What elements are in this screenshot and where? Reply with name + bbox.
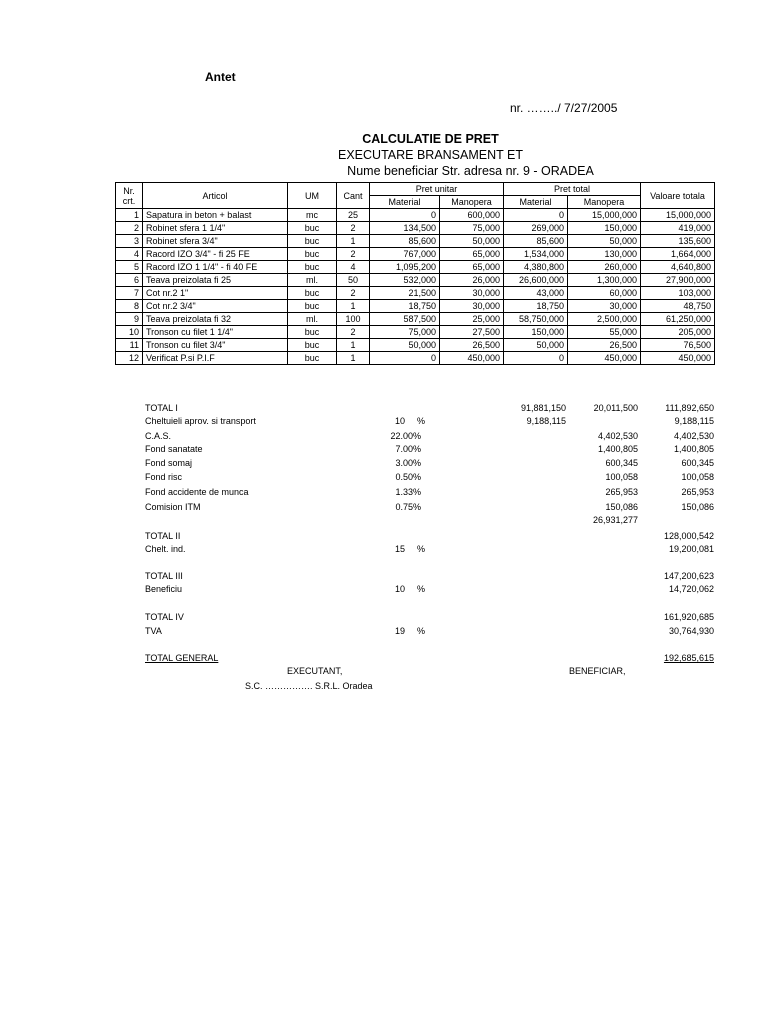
cell-um: buc (288, 352, 337, 365)
risc-manopera: 100,058 (605, 472, 638, 482)
col-articol: Articol (143, 183, 288, 209)
total-3-valoare: 147,200,623 (663, 571, 714, 581)
cell-total-material: 269,000 (504, 222, 568, 235)
cell-unit-manopera: 30,000 (440, 287, 504, 300)
cell-unit-material: 75,000 (370, 326, 440, 339)
sanatate-label: Fond sanatate (145, 444, 203, 454)
cas-label: C.A.S. (145, 431, 172, 441)
cell-total-material: 0 (504, 352, 568, 365)
cell-total-manopera: 150,000 (568, 222, 641, 235)
cell-um: buc (288, 287, 337, 300)
cell-cant: 50 (337, 274, 370, 287)
cell-articol: Racord IZO 3/4" - fi 25 FE (143, 248, 288, 261)
cell-total-manopera: 15,000,000 (568, 209, 641, 222)
cell-nr-crt: 9 (116, 313, 143, 326)
cell-cant: 1 (337, 235, 370, 248)
cell-um: buc (288, 339, 337, 352)
cell-articol: Teava preizolata fi 25 (143, 274, 288, 287)
table-row (116, 235, 715, 248)
executant-signature-label: EXECUTANT, (287, 666, 343, 676)
table-row (116, 352, 715, 365)
cell-total-manopera: 26,500 (568, 339, 641, 352)
accidente-pct: 1.33% (395, 487, 421, 497)
cell-articol: Racord IZO 1 1/4" - fi 40 FE (143, 261, 288, 274)
tva-valoare: 30,764,930 (668, 626, 714, 636)
cell-total-material: 4,380,800 (504, 261, 568, 274)
cell-um: ml. (288, 274, 337, 287)
cell-total-manopera: 260,000 (568, 261, 641, 274)
cell-articol: Cot nr.2 1" (143, 287, 288, 300)
cell-unit-manopera: 27,500 (440, 326, 504, 339)
col-unit-material: Material (370, 196, 440, 209)
cell-valoare-totala: 76,500 (641, 339, 715, 352)
risc-pct: 0.50% (395, 472, 421, 482)
cell-unit-material: 18,750 (370, 300, 440, 313)
cell-total-material: 26,600,000 (504, 274, 568, 287)
document-title: CALCULATIE DE PRET (362, 132, 499, 146)
cell-valoare-totala: 15,000,000 (641, 209, 715, 222)
items-table (115, 182, 715, 365)
beneficiu-pct-sign: % (417, 584, 426, 594)
beneficiary-line: Nume beneficiar Str. adresa nr. 9 - ORADEA (347, 164, 594, 178)
cell-unit-material: 587,500 (370, 313, 440, 326)
cell-unit-manopera: 25,000 (440, 313, 504, 326)
cell-unit-manopera: 600,000 (440, 209, 504, 222)
cell-cant: 2 (337, 222, 370, 235)
accidente-valoare: 265,953 (681, 487, 714, 497)
cell-valoare-totala: 27,900,000 (641, 274, 715, 287)
table-row (116, 287, 715, 300)
somaj-manopera: 600,345 (605, 458, 638, 468)
cell-nr-crt: 5 (116, 261, 143, 274)
total-general-valoare: 192,685,615 (663, 653, 714, 663)
cell-um: buc (288, 235, 337, 248)
col-group-pret-total: Pret total (504, 183, 641, 196)
cell-articol: Verificat P.si P.I.F (143, 352, 288, 365)
table-row (116, 300, 715, 313)
cell-total-manopera: 55,000 (568, 326, 641, 339)
col-um: UM (288, 183, 337, 209)
cell-total-manopera: 50,000 (568, 235, 641, 248)
document-number-date: nr. ……../ 7/27/2005 (510, 101, 618, 115)
somaj-valoare: 600,345 (681, 458, 714, 468)
table-row (116, 261, 715, 274)
total-1-label: TOTAL I (145, 403, 178, 413)
cell-nr-crt: 11 (116, 339, 143, 352)
cell-unit-manopera: 30,000 (440, 300, 504, 313)
cell-unit-material: 1,095,200 (370, 261, 440, 274)
cas-valoare: 4,402,530 (673, 431, 714, 441)
cell-valoare-totala: 61,250,000 (641, 313, 715, 326)
sanatate-valoare: 1,400,805 (673, 444, 714, 454)
document-subtitle: EXECUTARE BRANSAMENT ET (338, 148, 523, 162)
cell-cant: 1 (337, 352, 370, 365)
table-row (116, 339, 715, 352)
col-unit-manopera: Manopera (440, 196, 504, 209)
chelt-ind-pct: 15 (394, 544, 405, 554)
chelt-ind-pct-sign: % (417, 544, 426, 554)
cell-unit-material: 134,500 (370, 222, 440, 235)
table-row (116, 248, 715, 261)
tva-pct: 19 (394, 626, 405, 636)
sanatate-manopera: 1,400,805 (597, 444, 638, 454)
beneficiu-pct: 10 (394, 584, 405, 594)
cell-total-material: 0 (504, 209, 568, 222)
cell-nr-crt: 12 (116, 352, 143, 365)
cell-valoare-totala: 103,000 (641, 287, 715, 300)
cell-um: mc (288, 209, 337, 222)
somaj-label: Fond somaj (145, 458, 193, 468)
cell-articol: Teava preizolata fi 32 (143, 313, 288, 326)
executant-company: S.C. ……………. S.R.L. Oradea (245, 681, 373, 691)
cell-um: buc (288, 300, 337, 313)
cell-cant: 1 (337, 300, 370, 313)
cell-cant: 2 (337, 248, 370, 261)
cell-unit-material: 85,600 (370, 235, 440, 248)
cas-pct: 22.00% (390, 431, 421, 441)
cell-total-manopera: 130,000 (568, 248, 641, 261)
itm-manopera: 150,086 (605, 502, 638, 512)
chelt-ind-valoare: 19,200,081 (668, 544, 714, 554)
cell-nr-crt: 4 (116, 248, 143, 261)
total-1-valoare: 111,892,650 (665, 403, 714, 413)
cell-total-manopera: 450,000 (568, 352, 641, 365)
cell-unit-material: 50,000 (370, 339, 440, 352)
total-general-label: TOTAL GENERAL (145, 653, 219, 663)
cas-manopera: 4,402,530 (597, 431, 638, 441)
cell-unit-manopera: 65,000 (440, 261, 504, 274)
cell-nr-crt: 2 (116, 222, 143, 235)
table-row (116, 274, 715, 287)
chelt-ind-label: Chelt. ind. (145, 544, 186, 554)
total-2-valoare: 128,000,542 (663, 531, 714, 541)
beneficiar-signature-label: BENEFICIAR, (569, 666, 626, 676)
cell-cant: 100 (337, 313, 370, 326)
cell-unit-material: 0 (370, 352, 440, 365)
aprov-material: 9,188,115 (526, 416, 566, 426)
col-group-pret-unitar: Pret unitar (370, 183, 504, 196)
header-antet: Antet (205, 70, 236, 84)
total-4-label: TOTAL IV (145, 612, 184, 622)
col-valoare-totala: Valoare totala (641, 183, 715, 209)
cell-unit-material: 21,500 (370, 287, 440, 300)
cell-valoare-totala: 419,000 (641, 222, 715, 235)
cell-articol: Tronson cu filet 3/4" (143, 339, 288, 352)
cell-um: ml. (288, 313, 337, 326)
cell-valoare-totala: 205,000 (641, 326, 715, 339)
cell-articol: Sapatura in beton + balast (143, 209, 288, 222)
cell-um: buc (288, 326, 337, 339)
col-nr-crt: Nr. crt. (116, 183, 143, 209)
cell-nr-crt: 7 (116, 287, 143, 300)
cell-articol: Cot nr.2 3/4" (143, 300, 288, 313)
risc-label: Fond risc (145, 472, 183, 482)
cell-nr-crt: 1 (116, 209, 143, 222)
cell-total-material: 50,000 (504, 339, 568, 352)
itm-valoare: 150,086 (681, 502, 714, 512)
cell-total-material: 85,600 (504, 235, 568, 248)
cell-articol: Tronson cu filet 1 1/4" (143, 326, 288, 339)
cell-unit-manopera: 65,000 (440, 248, 504, 261)
cell-um: buc (288, 248, 337, 261)
aprov-pct: 10 (394, 416, 405, 426)
cell-valoare-totala: 4,640,800 (641, 261, 715, 274)
subtotal-manopera: 26,931,277 (592, 515, 638, 525)
cell-um: buc (288, 222, 337, 235)
total-1-material: 91,881,150 (520, 403, 566, 413)
tva-pct-sign: % (417, 626, 426, 636)
cell-unit-material: 532,000 (370, 274, 440, 287)
accidente-manopera: 265,953 (605, 487, 638, 497)
total-3-label: TOTAL III (145, 571, 183, 581)
cell-valoare-totala: 450,000 (641, 352, 715, 365)
cell-nr-crt: 6 (116, 274, 143, 287)
beneficiu-label: Beneficiu (145, 584, 183, 594)
aprov-valoare: 9,188,115 (674, 416, 714, 426)
sanatate-pct: 7.00% (395, 444, 421, 454)
total-2-label: TOTAL II (145, 531, 181, 541)
itm-label: Comision ITM (145, 502, 201, 512)
table-row (116, 222, 715, 235)
cell-total-material: 1,534,000 (504, 248, 568, 261)
cell-unit-manopera: 450,000 (440, 352, 504, 365)
somaj-pct: 3.00% (395, 458, 421, 468)
cell-total-manopera: 1,300,000 (568, 274, 641, 287)
cell-total-material: 18,750 (504, 300, 568, 313)
cell-unit-manopera: 26,000 (440, 274, 504, 287)
cell-cant: 1 (337, 339, 370, 352)
accidente-label: Fond accidente de munca (145, 487, 249, 497)
table-row (116, 326, 715, 339)
cell-total-manopera: 30,000 (568, 300, 641, 313)
col-total-material: Material (504, 196, 568, 209)
tva-label: TVA (145, 626, 162, 636)
table-row (116, 209, 715, 222)
aprov-pct-sign: % (417, 416, 426, 426)
cell-um: buc (288, 261, 337, 274)
cell-nr-crt: 3 (116, 235, 143, 248)
cell-total-manopera: 2,500,000 (568, 313, 641, 326)
cell-nr-crt: 8 (116, 300, 143, 313)
risc-valoare: 100,058 (681, 472, 714, 482)
cell-cant: 25 (337, 209, 370, 222)
cell-total-material: 43,000 (504, 287, 568, 300)
cell-nr-crt: 10 (116, 326, 143, 339)
col-cant: Cant (337, 183, 370, 209)
cell-total-material: 150,000 (504, 326, 568, 339)
cell-cant: 2 (337, 326, 370, 339)
cell-valoare-totala: 1,664,000 (641, 248, 715, 261)
cell-articol: Robinet sfera 3/4" (143, 235, 288, 248)
cell-unit-manopera: 26,500 (440, 339, 504, 352)
cell-unit-manopera: 50,000 (440, 235, 504, 248)
cell-valoare-totala: 135,600 (641, 235, 715, 248)
cell-articol: Robinet sfera 1 1/4" (143, 222, 288, 235)
cell-unit-material: 767,000 (370, 248, 440, 261)
cell-unit-material: 0 (370, 209, 440, 222)
table-row (116, 313, 715, 326)
total-1-manopera: 20,011,500 (593, 403, 638, 413)
aprov-label: Cheltuieli aprov. si transport (145, 416, 256, 426)
cell-total-manopera: 60,000 (568, 287, 641, 300)
cell-total-material: 58,750,000 (504, 313, 568, 326)
total-4-valoare: 161,920,685 (663, 612, 714, 622)
cell-cant: 2 (337, 287, 370, 300)
cell-cant: 4 (337, 261, 370, 274)
cell-unit-manopera: 75,000 (440, 222, 504, 235)
itm-pct: 0.75% (395, 502, 421, 512)
col-total-manopera: Manopera (568, 196, 641, 209)
cell-valoare-totala: 48,750 (641, 300, 715, 313)
beneficiu-valoare: 14,720,062 (668, 584, 714, 594)
